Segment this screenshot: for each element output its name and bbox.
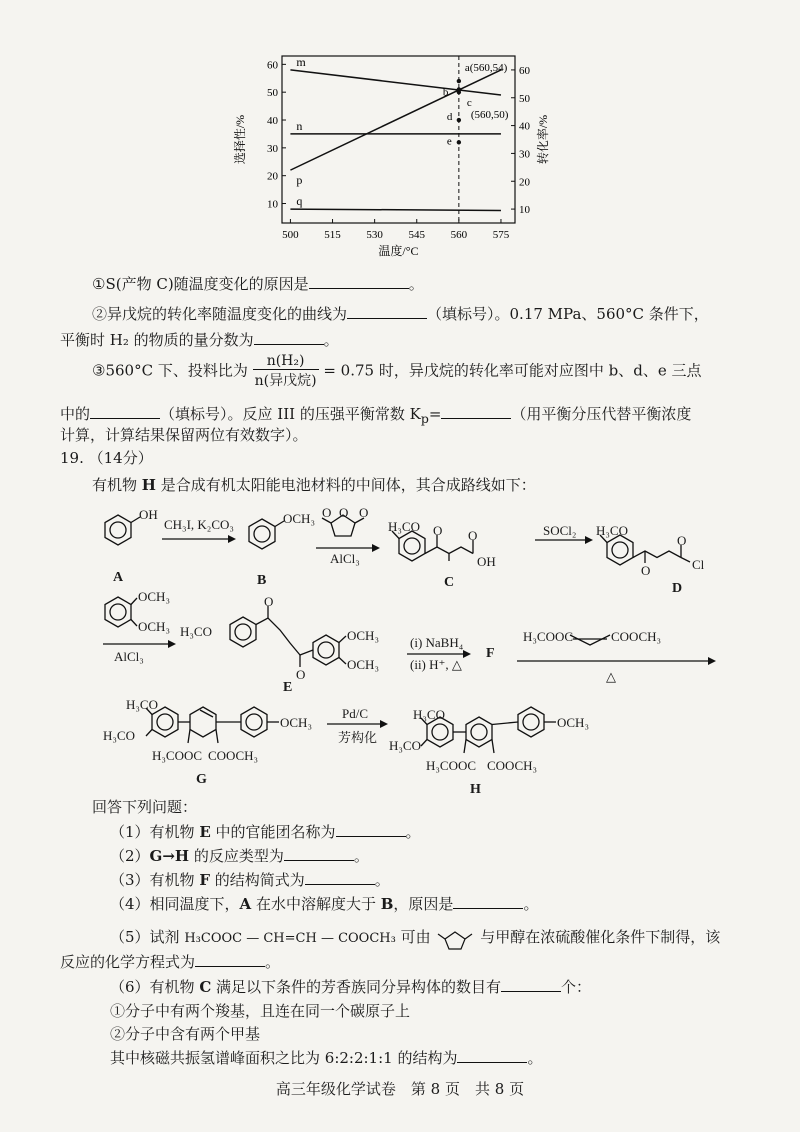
point-d xyxy=(457,118,461,122)
label-d: D xyxy=(672,581,683,596)
page-footer: 高三年级化学试卷 第 8 页 共 8 页 xyxy=(275,1080,525,1098)
point-c xyxy=(457,90,461,94)
sub-question-5-line-2: 反应的化学方程式为 。 xyxy=(60,953,281,971)
x-tick-label: 575 xyxy=(492,229,510,241)
condition-1: ①分子中有两个羧基，且连在同一个碳原子上 xyxy=(110,1002,411,1020)
blank-5[interactable] xyxy=(441,418,511,419)
sub-question-2: （2）G→H 的反应类型为 。 xyxy=(110,847,369,865)
reagent-7b: 芳构化 xyxy=(338,730,378,745)
q19-intro: 有机物 H 是合成有机太阳能电池材料的中间体，其合成路线如下： xyxy=(92,476,536,494)
y-right-tick-label: 30 xyxy=(519,148,530,161)
reagent-3: SOCl₂ xyxy=(543,523,577,538)
y-right-tick-label: 50 xyxy=(519,92,530,105)
label-g: G xyxy=(196,772,207,787)
label-e: E xyxy=(283,680,293,695)
point-label-c: c xyxy=(466,97,472,110)
point-e xyxy=(457,140,461,144)
blank-q6b[interactable] xyxy=(457,1062,527,1063)
sub-question-1: （1）有机物 E 中的官能团名称为 。 xyxy=(110,823,421,841)
point-label-b: b xyxy=(442,86,449,99)
label-b: B xyxy=(257,573,267,588)
y-right-tick-label: 60 xyxy=(519,64,530,77)
reagent-5b: (ii) H⁺, △ xyxy=(410,657,462,672)
label-a: A xyxy=(113,570,124,585)
q19-heading: 19. （14分） xyxy=(60,449,153,467)
chart-svg xyxy=(230,48,560,276)
x-tick-label: 515 xyxy=(324,229,341,241)
selectivity-conversion-chart xyxy=(230,48,560,276)
blank-q2[interactable] xyxy=(284,860,354,861)
x-tick-label: 500 xyxy=(282,229,299,241)
condition-2: ②分子中含有两个甲基 xyxy=(110,1025,261,1043)
series-label-m: m xyxy=(296,54,306,69)
point-c-coords: (560,50) xyxy=(470,109,509,122)
x-tick-label: 560 xyxy=(450,229,468,241)
reagent-4: AlCl₃ xyxy=(114,649,144,664)
feed-ratio-fraction: $\frac{\text{n(H₂)}}{\text{n(异戊烷)}}$ xyxy=(254,353,317,389)
x-tick-label: 545 xyxy=(408,229,425,241)
blank-q4[interactable] xyxy=(453,908,523,909)
label-c: C xyxy=(444,575,455,590)
blank-q3[interactable] xyxy=(305,884,375,885)
reagent-1: CH₃I, K₂CO₃ xyxy=(164,517,234,532)
plot-frame xyxy=(282,56,515,223)
sub-question-5: （5）试剂 H₃COOC — CH=CH — COOCH₃ 可由 与甲醇在浓硫酸催化条件下制得，该 xyxy=(110,925,720,951)
condition-3: 其中核磁共振氢谱峰面积之比为 6:2:2:1:1 的结构为 。 xyxy=(110,1049,543,1067)
reagent-5a: (i) NaBH₄ xyxy=(410,635,464,650)
series-line-p xyxy=(290,70,501,170)
y-left-tick-label: 50 xyxy=(267,87,278,100)
blank-3[interactable] xyxy=(254,344,324,345)
y-right-tick-label: 40 xyxy=(519,120,530,133)
y-right-tick-label: 10 xyxy=(519,204,530,217)
label-f: F xyxy=(486,646,495,661)
point-a xyxy=(457,79,461,83)
q18-line-3: 平衡时 H₂ 的物质的量分数为 。 xyxy=(60,331,339,349)
blank-2[interactable] xyxy=(347,318,427,319)
q18-line-6: 计算，计算结果保留两位有效数字）。 xyxy=(60,426,308,444)
reagent-6: △ xyxy=(606,669,616,684)
blank-q1[interactable] xyxy=(336,836,406,837)
y-left-tick-label: 10 xyxy=(267,198,278,211)
q18-line-1: ①S(产物 C)随温度变化的原因是 。 xyxy=(92,275,424,293)
y-left-tick-label: 30 xyxy=(267,142,278,155)
reagent-7a: Pd/C xyxy=(342,706,369,721)
x-tick-label: 530 xyxy=(366,229,383,241)
sub-question-3: （3）有机物 F 的结构简式为 。 xyxy=(110,871,390,889)
q18-line-2: ②异戊烷的转化率随温度变化的曲线为 （填标号）。0.17 MPa、560°C 条件下， xyxy=(92,305,709,323)
blank-q6[interactable] xyxy=(501,991,561,992)
maleic-anhydride-icon xyxy=(435,925,475,951)
y-left-tick-label: 40 xyxy=(267,115,278,128)
q18-line-4: ③560°C 下、投料比为 $\frac{\text{n(H₂)}}{\text{n(异戊烷)}}$ = 0.75 时，异戊烷的转化率可能对应图中 b、d、e 三点 xyxy=(92,353,702,389)
point-label-a: a(560,54) xyxy=(464,62,508,75)
blank-q5[interactable] xyxy=(195,966,265,967)
y-left-axis-label: 选择性/% xyxy=(233,114,247,165)
q18-l1: ①S(产物 C)随温度变化的原因是 xyxy=(92,275,309,293)
sub-question-4: （4）相同温度下，A 在水中溶解度大于 B，原因是 。 xyxy=(110,895,539,913)
y-right-axis-label: 转化率/% xyxy=(536,114,550,165)
series-line-q xyxy=(290,209,501,210)
series-label-n: n xyxy=(296,118,303,133)
reagent-2: AlCl₃ xyxy=(330,551,360,566)
answer-heading: 回答下列问题： xyxy=(92,798,198,816)
q18-line-5: 中的 （填标号）。反应 III 的压强平衡常数 $K_p=$ （用平衡分压代替平衡浓度 xyxy=(60,405,692,426)
x-axis-label: 温度/°C xyxy=(378,244,419,258)
sub-question-6: （6）有机物 C 满足以下条件的芳香族同分异构体的数目有 个： xyxy=(110,978,592,996)
blank-1[interactable] xyxy=(309,288,409,289)
series-label-p: p xyxy=(296,173,303,188)
label-h: H xyxy=(470,782,481,797)
y-right-tick-label: 20 xyxy=(519,176,530,189)
series-label-q: q xyxy=(296,194,303,209)
y-left-tick-label: 60 xyxy=(267,59,278,72)
point-label-d: d xyxy=(446,111,453,124)
dimethyl-maleate: H₃COOC — CH=CH — COOCH₃ xyxy=(184,931,396,946)
scheme-labels: OH A CH₃I, K₂CO₃ OCH₃ B O O O AlCl₃ H₃CO O O OH C SOCl₂ H₃CO O O Cl D OCH₃ OCH₃ AlCl₃ H₃CO O O OCH₃ OCH₃ E (i) NaBH₄ (ii) H⁺, △ F H₃COOC COOCH₃ △ H₃CO H₃CO H₃COOC COOCH₃ OCH₃ G Pd/C 芳构化 H₃CO H₃CO H₃COOC COOCH₃ OCH₃ H xyxy=(103,505,705,797)
blank-4[interactable] xyxy=(90,418,160,419)
y-left-tick-label: 20 xyxy=(267,170,278,183)
point-label-e: e xyxy=(446,135,452,148)
